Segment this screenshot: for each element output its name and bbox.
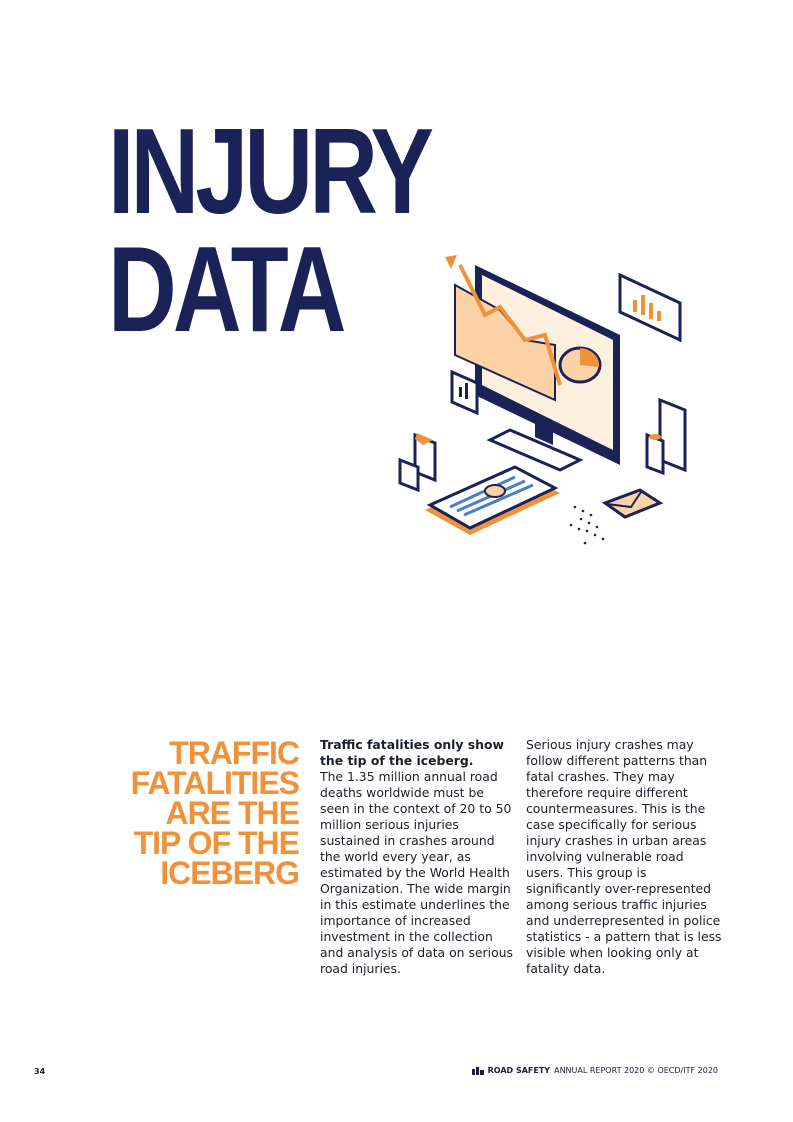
page-number: 34 [34,1067,46,1076]
footer-report-bold: ROAD SAFETY [487,1066,551,1075]
body-paragraph: The 1.35 million annual road deaths worldwide must be seen in the context of 20 to 50 million serious injuries sustained in crashes around the world every year, as estimated by the World Health Organization. The wide margin in this estimate underlines the importance of increased investment in the collection and analysis of data on serious road injuries. [320,769,513,976]
side-heading [130,735,299,891]
report-clipboard-icon [425,467,560,535]
body-paragraph: Serious injury crashes may follow different patterns than fatal crashes. They may therefore require different countermeasures. This is the case specifically for serious injury crashes in urban areas involving vulnerable road users. This group is significantly over-represented among serious traffic injuries and underrepresented in police statistics - a pattern that is less visible when looking only at fatality data. [526,737,722,976]
title-line-2: DATA [108,221,343,357]
title-line-1: INJURY [108,103,431,239]
side-heading-line: TRAFFIC [169,735,299,771]
lead-sentence: Traffic fatalities only show the tip of the iceberg. [320,737,504,768]
footer-report-title [472,1066,718,1075]
footer-report-rest: ANNUAL REPORT 2020 © OECD/ITF 2020 [554,1066,718,1075]
side-heading-line: FATALITIES [130,765,299,801]
side-heading-line: TIP OF THE [133,825,299,861]
body-column-1 [320,737,516,977]
page-title [108,103,431,357]
side-heading-line: ICEBERG [160,855,299,891]
small-bar-card-icon [452,372,477,413]
side-heading-line: ARE THE [165,795,299,831]
mail-icon [605,490,660,517]
bar-chart-card-icon [620,275,680,340]
body-column-2 [526,737,722,977]
pie-chart-icon [560,348,600,382]
data-analytics-illustration [385,245,695,565]
dot-pattern [570,506,605,545]
itf-logo-icon [472,1067,484,1075]
